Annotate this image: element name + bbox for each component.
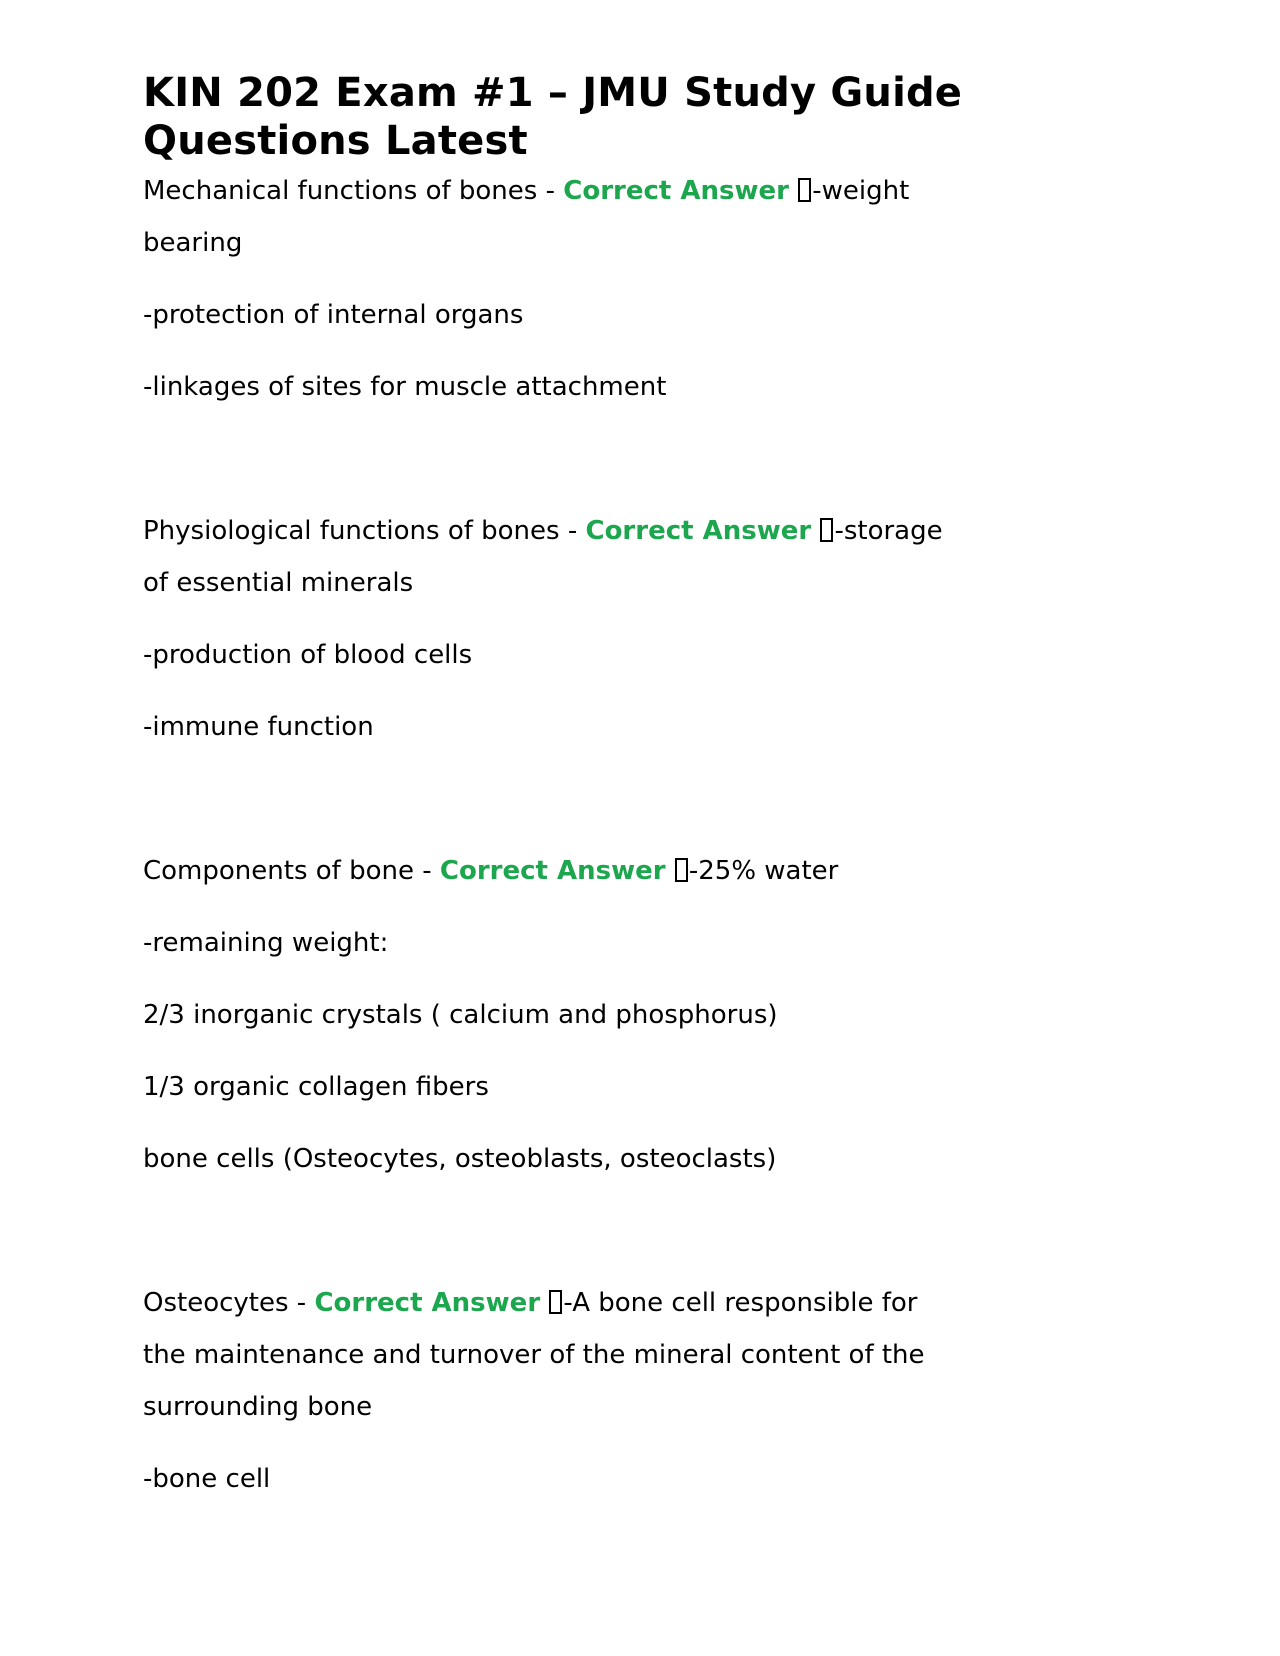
paragraph xyxy=(143,1133,1240,1185)
text-line xyxy=(143,629,1240,681)
text-run xyxy=(789,176,797,206)
text-run: Components of bone - xyxy=(143,856,440,886)
missing-glyph-icon xyxy=(798,178,811,202)
text-line xyxy=(143,1277,1240,1329)
text-run: 1/3 organic collagen fibers xyxy=(143,1072,489,1102)
text-line xyxy=(143,1453,1240,1505)
paragraph xyxy=(143,165,1240,269)
text-run: -remaining weight: xyxy=(143,928,389,958)
text-line xyxy=(143,361,1240,413)
text-line xyxy=(143,701,1240,753)
text-run: -production of blood cells xyxy=(143,640,473,670)
text-run: the maintenance and turnover of the mineral content of the xyxy=(143,1340,925,1370)
correct-answer-label: Correct Answer xyxy=(439,856,666,886)
paragraph xyxy=(143,1277,1240,1433)
paragraph xyxy=(143,845,1240,897)
text-line xyxy=(143,165,1240,217)
correct-answer-label: Correct Answer xyxy=(563,176,789,206)
text-run: -linkages of sites for muscle attachment xyxy=(143,372,667,402)
text-run: -protection of internal organs xyxy=(143,300,524,330)
text-run: surrounding bone xyxy=(143,1392,373,1422)
missing-glyph-icon xyxy=(675,858,688,882)
paragraph xyxy=(143,289,1240,341)
text-run: bearing xyxy=(143,228,243,258)
text-line xyxy=(143,289,1240,341)
text-run: 2/3 inorganic crystals ( calcium and phosphorus) xyxy=(143,1000,778,1030)
correct-answer-label: Correct Answer xyxy=(314,1288,541,1318)
text-run: of essential minerals xyxy=(143,568,414,598)
text-run: -immune function xyxy=(143,712,374,742)
paragraph-spacer xyxy=(143,773,1240,825)
paragraph-spacer xyxy=(143,1205,1240,1257)
text-line xyxy=(143,505,1240,557)
document-title xyxy=(143,69,1240,165)
text-line xyxy=(143,1061,1240,1113)
text-run: -weight xyxy=(812,176,910,206)
text-run: -bone cell xyxy=(143,1464,271,1494)
paragraph xyxy=(143,505,1240,609)
missing-glyph-icon xyxy=(549,1290,562,1314)
missing-glyph-icon xyxy=(820,518,833,542)
text-run: Physiological functions of bones - xyxy=(143,516,586,546)
document-title-line-2: Questions Latest xyxy=(143,118,528,164)
text-line xyxy=(143,1133,1240,1185)
text-run: -storage xyxy=(834,516,943,546)
paragraph xyxy=(143,989,1240,1041)
paragraph-spacer xyxy=(143,433,1240,485)
text-line xyxy=(143,557,1240,609)
text-run: -A bone cell responsible for xyxy=(563,1288,918,1318)
document-title-line-1: KIN 202 Exam #1 – JMU Study Guide xyxy=(143,70,963,116)
text-line xyxy=(143,845,1240,897)
paragraph xyxy=(143,917,1240,969)
text-line xyxy=(143,1329,1240,1381)
text-run: Osteocytes - xyxy=(143,1288,315,1318)
paragraph xyxy=(143,701,1240,753)
paragraph xyxy=(143,1453,1240,1505)
paragraph xyxy=(143,361,1240,413)
document-body xyxy=(143,165,1240,1505)
text-run xyxy=(811,516,819,546)
text-run xyxy=(666,856,674,886)
text-line xyxy=(143,989,1240,1041)
text-line xyxy=(143,917,1240,969)
correct-answer-label: Correct Answer xyxy=(585,516,812,546)
text-run: bone cells (Osteocytes, osteoblasts, osteoclasts) xyxy=(143,1144,777,1174)
text-line xyxy=(143,1381,1240,1433)
text-run xyxy=(540,1288,548,1318)
text-run: Mechanical functions of bones - xyxy=(143,176,564,206)
paragraph xyxy=(143,1061,1240,1113)
text-line xyxy=(143,217,1240,269)
text-run: -25% water xyxy=(688,856,839,886)
paragraph xyxy=(143,629,1240,681)
